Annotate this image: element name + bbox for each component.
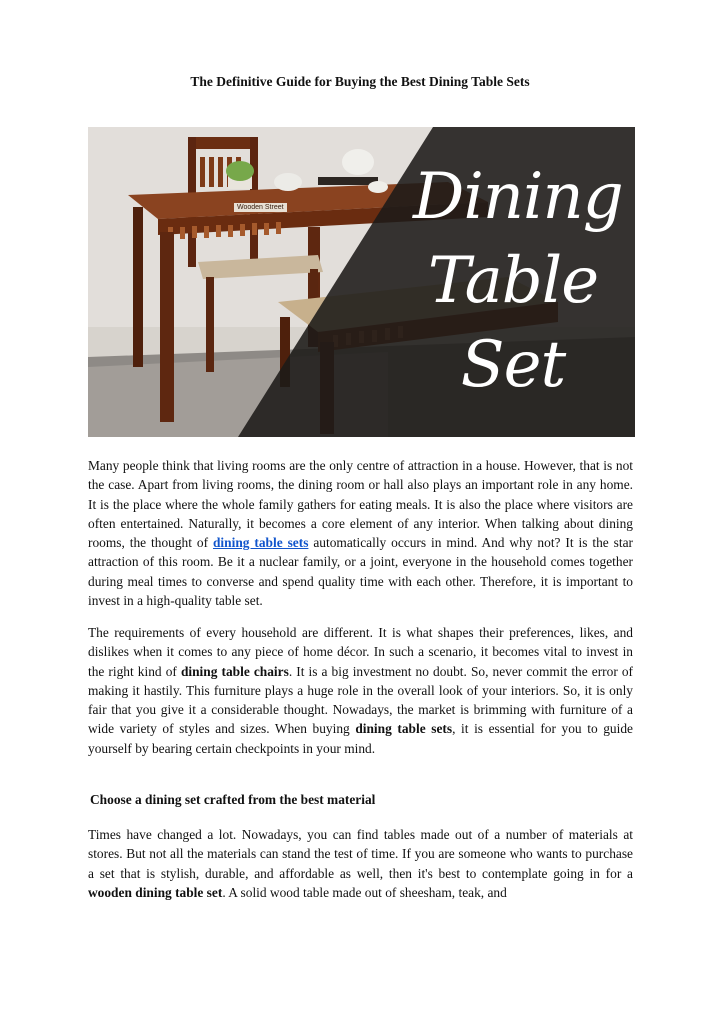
p2-text-c: , it is essential for you to guide yourself by bearing certain checkpoints in your mind. <box>88 721 633 756</box>
section-heading: Choose a dining set crafted from the best material <box>90 792 376 807</box>
p1-text-b: automatically occurs in mind. And why not? It is the star attraction of this room. Be it a nuclear family, or a joint, everyone in the household comes together during meal times to converse and spend quality time with each other. Therefore, it is important to invest in a high-quality table set. <box>88 535 634 609</box>
p2-bold-1: dining table chairs <box>180 663 289 679</box>
p3-text-b: . A solid wood table made out of sheesham, teak, and <box>222 884 507 900</box>
paragraph-1 <box>88 456 633 610</box>
p3-bold-1: wooden dining table set <box>88 884 223 900</box>
p1-text-a: Many people think that living rooms are the only centre of attraction in a house. However, that is not the case. Apart from living rooms, the dining room or hall also plays an important role in any home. It is the place where the whole family gathers for eating meals. It is also the place where visitors are often entertained. Naturally, it becomes a core element of any interior. When talking about dining rooms, the thought of <box>88 458 633 551</box>
paragraph-3 <box>88 825 633 902</box>
p2-bold-2: dining table sets <box>355 721 453 737</box>
p2-text-a: The requirements of every household are different. It is what shapes their preferences, likes, and dislikes when it comes to any piece of home décor. In such a scenario, it becomes vital to invest in the right kind of <box>88 625 633 679</box>
hero-line-2: Table <box>427 244 599 318</box>
hero-line-1: Dining <box>413 160 623 234</box>
hero-line-3: Set <box>460 328 566 402</box>
brand-watermark: Wooden Street <box>234 203 287 212</box>
page-title: The Definitive Guide for Buying the Best Dining Table Sets <box>190 74 530 89</box>
p2-text-b: . It is a big investment no doubt. So, never commit the error of making it hastily. This furniture plays a huge role in the overall look of your interiors. So, it is only fair that you give it a considerable thought. Nowadays, the market is brimming with furniture of a wide variety of styles and sizes. When buying <box>88 663 634 737</box>
paragraph-2 <box>88 623 633 758</box>
p3-text-a: Times have changed a lot. Nowadays, you can find tables made out of a number of materials at stores. But not all the materials can stand the test of time. If you are someone who wants to purchase a set that is stylish, durable, and affordable as well, then it's best to contemplate going in for a <box>88 827 633 881</box>
hero-image <box>88 127 635 437</box>
dining-table-sets-link[interactable]: dining table sets <box>212 535 309 551</box>
hero-overlay-text <box>413 155 623 407</box>
